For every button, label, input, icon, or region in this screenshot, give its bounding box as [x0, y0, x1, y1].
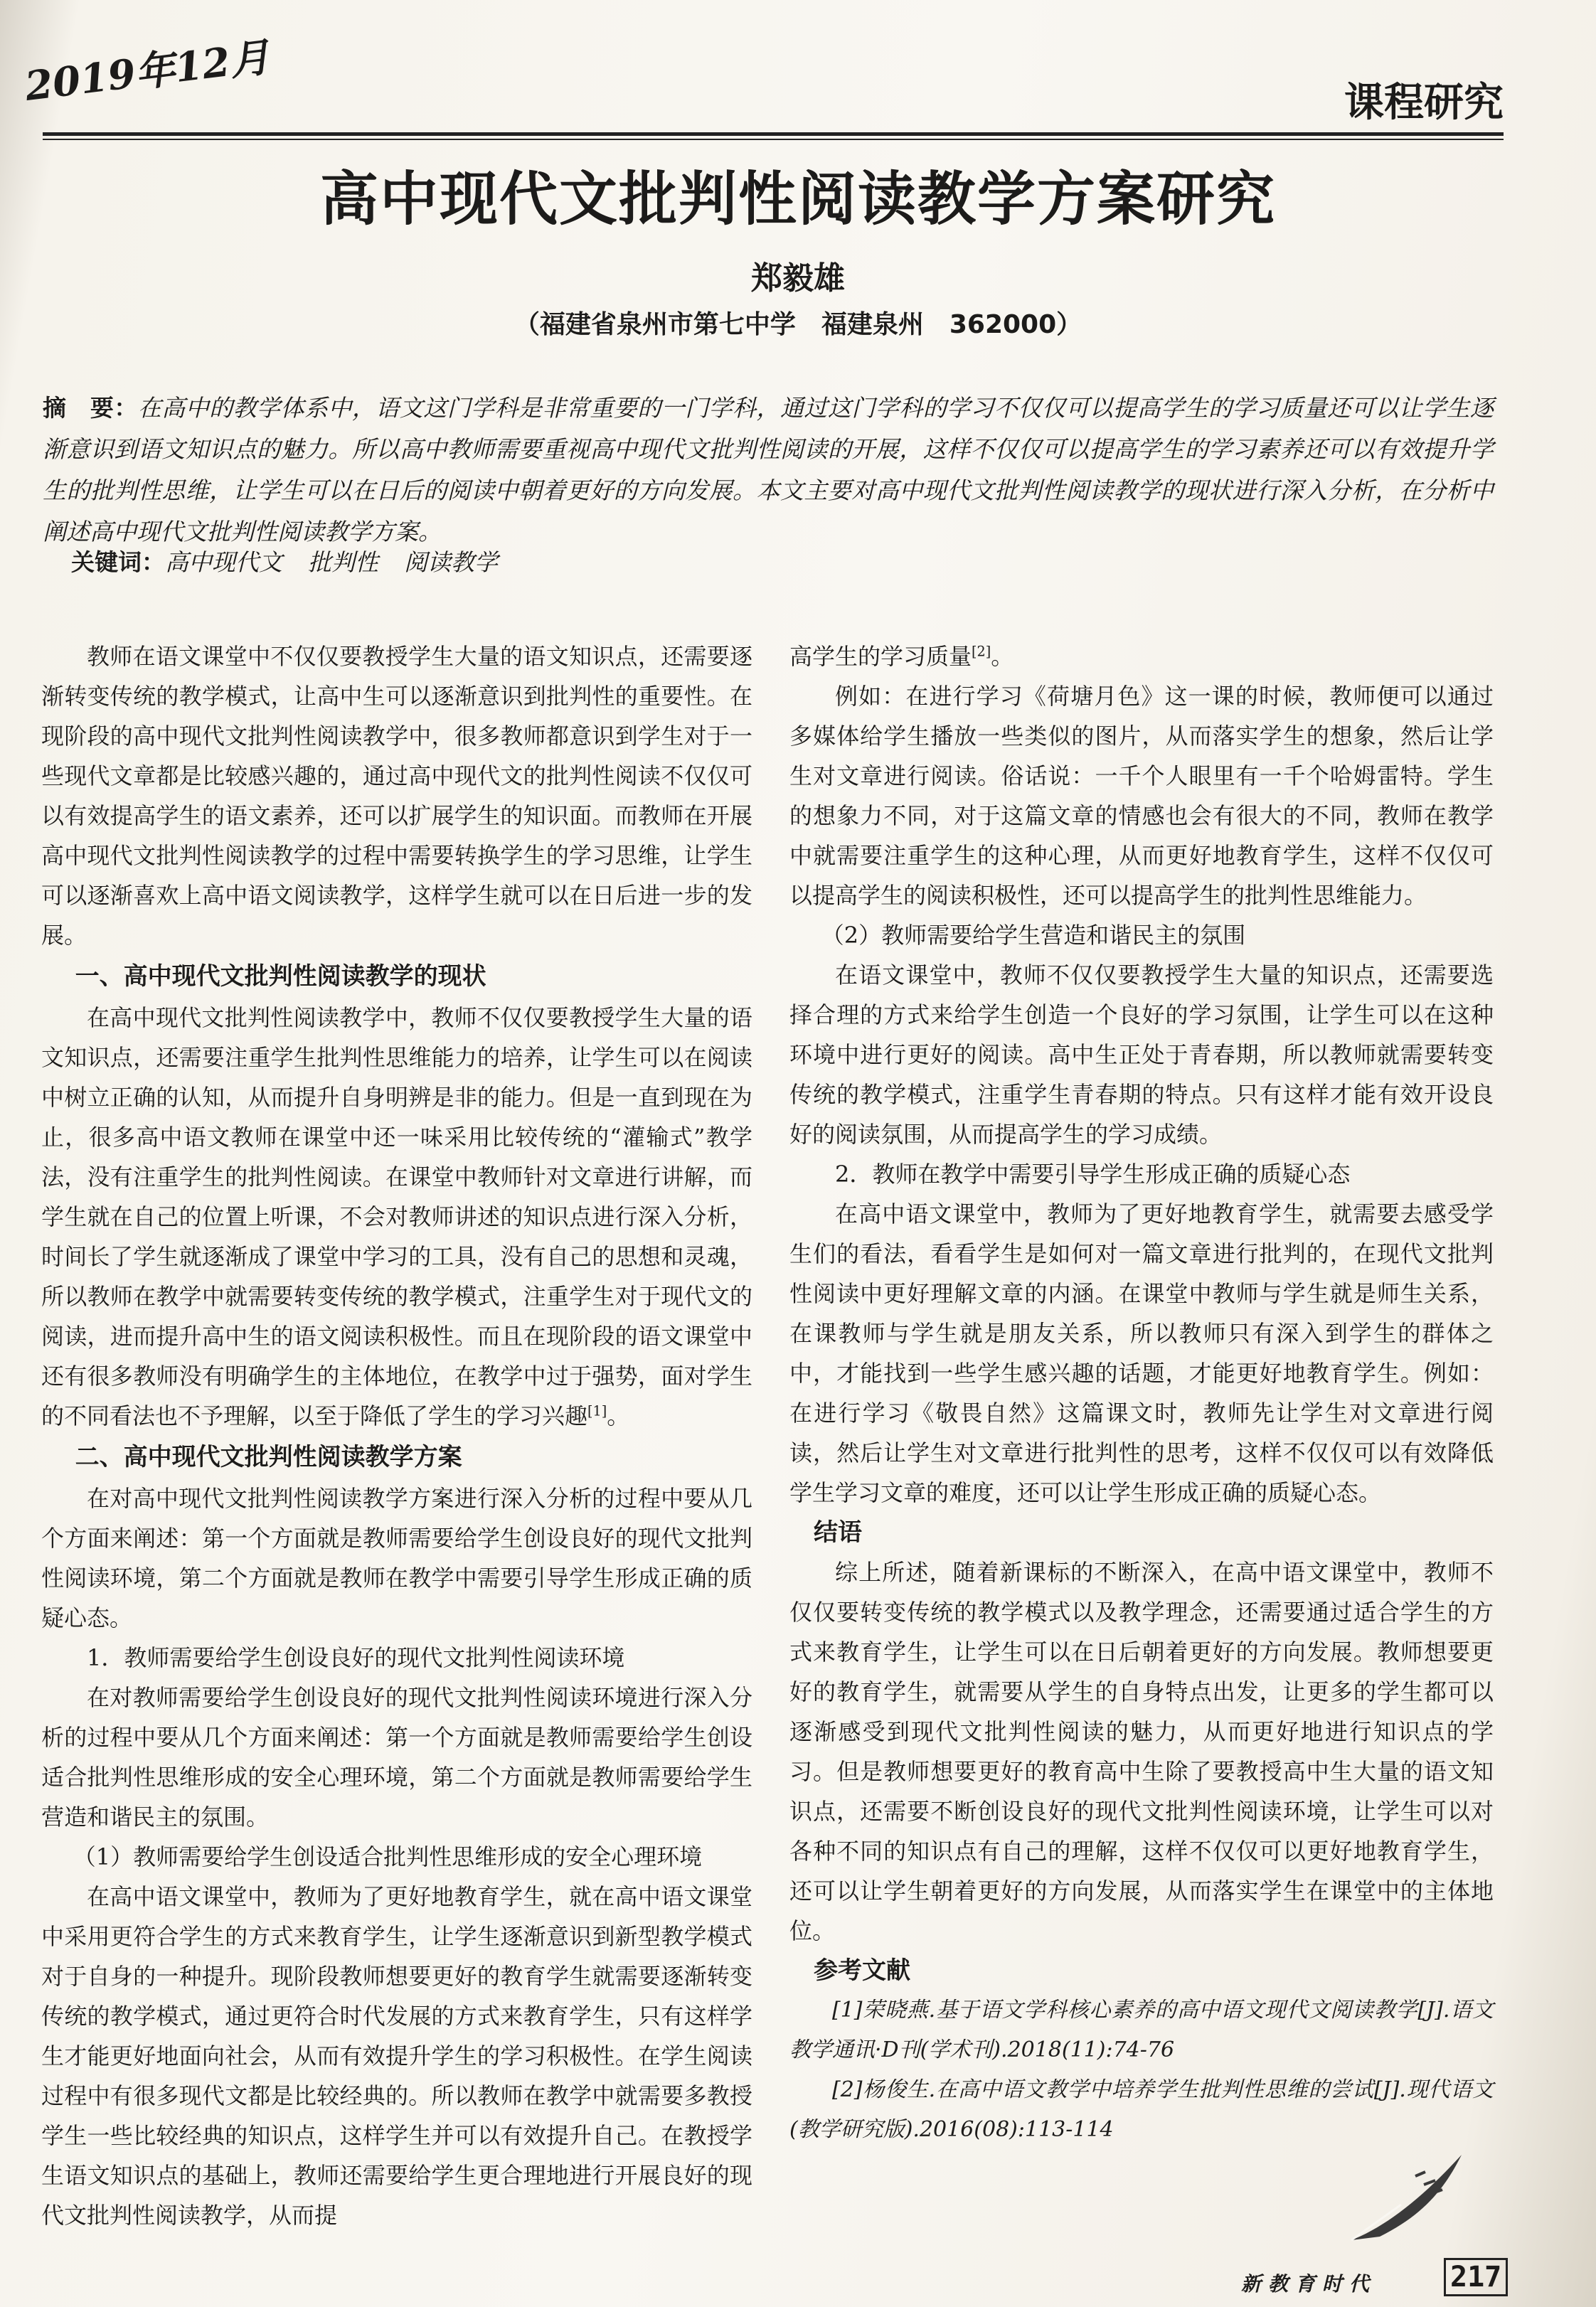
- article-author: 郑毅雄: [751, 260, 845, 297]
- page-number: 217: [1444, 2258, 1508, 2296]
- citation-marker: [2]: [972, 643, 991, 660]
- reference-item: [2]杨俊生.在高中语文教学中培养学生批判性思维的尝试[J].现代语文(教学研究版).2016(08):113-114: [789, 2077, 1494, 2142]
- abstract: [43, 388, 1494, 553]
- paragraph: 在高中语文课堂中，教师为了更好地教育学生，就在高中语文课堂中采用更符合学生的方式来教育学生，让学生逐渐意识到新型教学模式对于自身的一种提升。现阶段教师想要更好的教育学生就需要逐渐转变传统的教学模式，通过更符合时代发展的方式来教育学生，只有这样学生才能更好地面向社会，从而有效提升学生的学习积极性。在学生阅读过程中有很多现代文都是比较经典的。所以教师在教学中就需要多教授学生一些比较经典的知识点，这样学生并可以有效提升自己。在教授学生语文知识点的基础上，教师还需要给学生更合理地进行开展良好的现代文批判性阅读教学，从而提: [41, 1883, 752, 2229]
- abstract-label: 摘 要：: [43, 394, 138, 422]
- issue-date: 2019年12月: [22, 33, 272, 111]
- abstract-text: 在高中的教学体系中，语文这门学科是非常重要的一门学科，通过这门学科的学习不仅仅可以提高学生的学习质量还可以让学生逐渐意识到语文知识点的魅力。所以高中教师需要重视高中现代文批判性阅读的开展，这样不仅仅可以提高学生的学习素养还可以有效提升学生的批判性思维，让学生可以在日后的阅读中朝着更好的方向发展。本文主要对高中现代文批判性阅读教学的现状进行深入分析，在分析中阐述高中现代文批判性阅读教学方案。: [43, 394, 1494, 545]
- journal-name: 新教育时代: [1241, 2272, 1377, 2296]
- article-title: 高中现代文批判性阅读教学方案研究: [319, 165, 1276, 233]
- intro-paragraph: 教师在语文课堂中不仅仅要教授学生大量的语文知识点，还需要逐渐转变传统的教学模式，让高中生可以逐渐意识到批判性的重要性。在现阶段的高中现代文批判性阅读教学中，很多教师都意识到学生对于一些现代文章都是比较感兴趣的，通过高中现代文的批判性阅读不仅仅可以有效提高学生的语文素养，还可以扩展学生的知识面。而教师在开展高中现代文批判性阅读教学的过程中需要转换学生的学习思维，让学生可以逐渐喜欢上高中语文阅读教学，这样学生就可以在日后进一步的发展。: [41, 643, 752, 949]
- section-label: 课程研究: [1344, 79, 1504, 126]
- paragraph: [41, 998, 752, 1436]
- paragraph: 在对教师需要给学生创设良好的现代文批判性阅读环境进行深入分析的过程中要从几个方面来阐述：第一个方面就是教师需要给学生创设适合批判性思维形成的安全心理环境，第二个方面就是教师需要给学生营造和谐民主的氛围。: [41, 1684, 752, 1831]
- paragraph-text: 高学生的学习质量: [789, 643, 972, 670]
- conclusion-heading: 结语: [814, 1518, 862, 1547]
- header-rule: [43, 132, 1504, 140]
- subsubsection-heading-2: （2）教师需要给学生营造和谐民主的氛围: [821, 922, 1246, 949]
- keyword: 阅读教学: [404, 548, 498, 576]
- conclusion-paragraph: 综上所述，随着新课标的不断深入，在高中语文课堂中，教师不仅仅要转变传统的教学模式以及教学理念，还需要通过适合学生的方式来教育学生，让学生可以在日后朝着更好的方向发展。教师想要更好的教育学生，就需要从学生的自身特点出发，让更多的学生都可以逐渐感受到现代文批判性阅读的魅力，从而更好地进行知识点的学习。但是教师想要更好的教育高中生除了要教授高中生大量的语文知识点，还需要不断创设良好的现代文批判性阅读环境，让学生可以对各种不同的知识点有自己的理解，这样不仅仅可以更好地教育学生，还可以让学生朝着更好的方向发展，从而落实学生在课堂中的主体地位。: [789, 1559, 1494, 1944]
- paragraph-end: 。: [991, 643, 1014, 670]
- subsection-heading-1: 1．教师需要给学生创设良好的现代文批判性阅读环境: [87, 1644, 625, 1671]
- paragraph: 在对高中现代文批判性阅读教学方案进行深入分析的过程中要从几个方面来阐述：第一个方面就是教师需要给学生创设良好的现代文批判性阅读环境，第二个方面就是教师在教学中需要引导学生形成正确的质疑心态。: [41, 1485, 752, 1631]
- paragraph-continued: [789, 636, 1494, 676]
- section-heading-2: 二、高中现代文批判性阅读教学方案: [75, 1443, 462, 1471]
- reference-item: [1]荣晓燕.基于语文学科核心素养的高中语文现代文阅读教学[J].语文教学通讯·D刊(学术刊).2018(11):74-76: [789, 1998, 1494, 2062]
- keyword: 批判性: [308, 548, 378, 576]
- author-affiliation: （福建省泉州市第七中学 福建泉州 362000）: [514, 310, 1082, 339]
- paragraph: 在语文课堂中，教师不仅仅要教授学生大量的知识点，还需要选择合理的方式来给学生创造一个良好的学习氛围，让学生可以在这种环境中进行更好的阅读。高中生正处于青春期，所以教师就需要转变传统的教学模式，注重学生青春期的特点。只有这样才能有效开设良好的阅读氛围，从而提高学生的学习成绩。: [789, 961, 1494, 1148]
- subsubsection-heading-1: （1）教师需要给学生创设适合批判性思维形成的安全心理环境: [73, 1843, 703, 1870]
- references-heading: 参考文献: [814, 1956, 910, 1985]
- paragraph-end: 。: [607, 1402, 630, 1429]
- body-column-left: [41, 636, 752, 2235]
- paragraph: 在高中语文课堂中，教师为了更好地教育学生，就需要去感受学生们的看法，看看学生是如何对一篇文章进行批判的，在现代文批判性阅读中更好理解文章的内涵。在课堂中教师与学生就是师生关系，在课教师与学生就是朋友关系，所以教师只有深入到学生的群体之中，才能找到一些学生感兴趣的话题，才能更好地教育学生。例如：在进行学习《敬畏自然》这篇课文时，教师先让学生对文章进行阅读，然后让学生对文章进行批判性的思考，这样不仅仅可以有效降低学生学习文章的难度，还可以让学生形成正确的质疑心态。: [789, 1200, 1494, 1506]
- keywords: [71, 542, 1479, 583]
- keyword: 高中现代文: [165, 548, 282, 576]
- body-column-right: [789, 636, 1494, 2150]
- keywords-label: 关键词：: [71, 548, 165, 576]
- feather-quill-logo: [1337, 2148, 1479, 2254]
- subsection-heading-2: 2．教师在教学中需要引导学生形成正确的质疑心态: [835, 1161, 1351, 1188]
- paragraph: 例如：在进行学习《荷塘月色》这一课的时候，教师便可以通过多媒体给学生播放一些类似的图片，从而落实学生的想象，然后让学生对文章进行阅读。俗话说：一千个人眼里有一千个哈姆雷特。学生的想象力不同，对于这篇文章的情感也会有很大的不同，教师在教学中就需要注重学生的这种心理，从而更好地教育学生，这样不仅仅可以提高学生的阅读积极性，还可以提高学生的批判性思维能力。: [789, 683, 1494, 909]
- section-heading-1: 一、高中现代文批判性阅读教学的现状: [75, 962, 486, 991]
- paragraph-text: 在高中现代文批判性阅读教学中，教师不仅仅要教授学生大量的语文知识点，还需要注重学生批判性思维能力的培养，让学生可以在阅读中树立正确的认知，从而提升自身明辨是非的能力。但是一直到现在为止，很多高中语文教师在课堂中还一味采用比较传统的“灌输式”教学法，没有注重学生的批判性阅读。在课堂中教师针对文章进行讲解，而学生就在自己的位置上听课，不会对教师讲述的知识点进行深入分析，时间长了学生就逐渐成了课堂中学习的工具，没有自己的思想和灵魂，所以教师在教学中就需要转变传统的教学模式，注重学生对于现代文的阅读，进而提升高中生的语文阅读积极性。而且在现阶段的语文课堂中还有很多教师没有明确学生的主体地位，在教学中过于强势，面对学生的不同看法也不予理解，以至于降低了学生的学习兴趣: [41, 1004, 752, 1429]
- citation-marker: [1]: [587, 1402, 607, 1419]
